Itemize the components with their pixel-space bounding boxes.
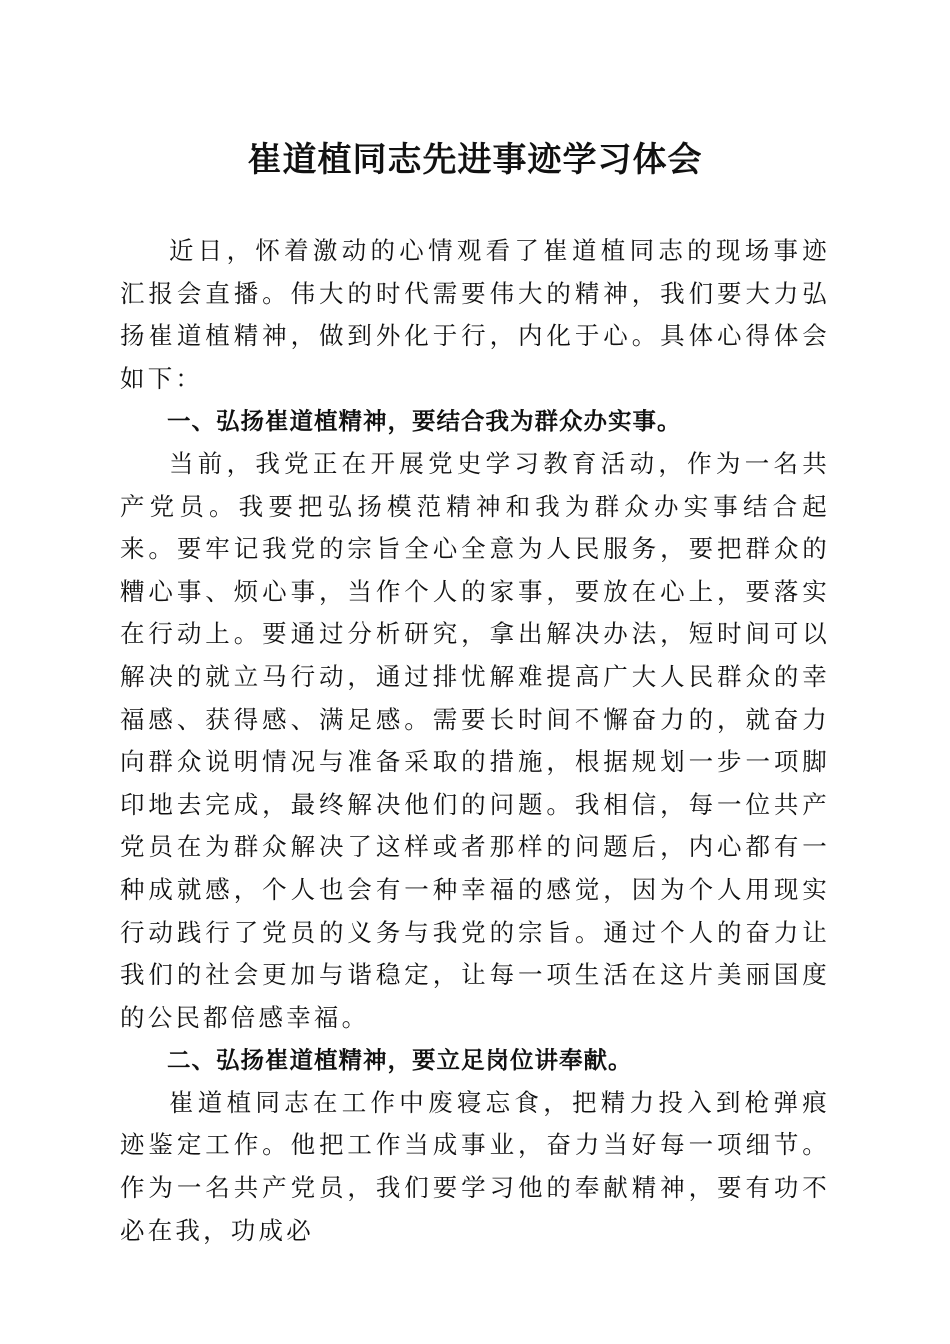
section-2-paragraph: 崔道植同志在工作中废寝忘食，把精力投入到枪弹痕迹鉴定工作。他把工作当成事业，奋力当好每一项细节。作为一名共产党员，我们要学习他的奉献精神，要有功不必在我，功成必 (120, 1087, 830, 1245)
document-title: 崔道植同志先进事迹学习体会 (247, 140, 703, 180)
section-1-heading: 一、弘扬崔道植精神，要结合我为群众办实事。 (167, 407, 682, 436)
section-1-paragraph: 当前，我党正在开展党史学习教育活动，作为一名共产党员。我要把弘扬模范精神和我为群众办实事结合起来。要牢记我党的宗旨全心全意为人民服务，要把群众的糟心事、烦心事，当作个人的家事，要放在心上，要落实在行动上。要通过分析研究，拿出解决办法，短时间可以解决的就立马行动，通过排忧解难提高广大人民群众的幸福感、获得感、满足感。需要长时间不懈奋力的，就奋力向群众说明情况与准备采取的措施，根据规划一步一项脚印地去完成，最终解决他们的问题。我相信，每一位共产党员在为群众解决了这样或者那样的问题后，内心都有一种成就感，个人也会有一种幸福的感觉，因为个人用现实行动践行了党员的义务与我党的宗旨。通过个人的奋力让我们的社会更加与谐稳定，让每一项生活在这片美丽国度的公民都倍感幸福。 (120, 448, 830, 1032)
intro-paragraph: 近日，怀着激动的心情观看了崔道植同志的现场事迹汇报会直播。伟大的时代需要伟大的精神，我们要大力弘扬崔道植精神，做到外化于行，内化于心。具体心得体会如下： (120, 236, 830, 393)
section-2-heading: 二、弘扬崔道植精神，要立足岗位讲奉献。 (167, 1046, 633, 1075)
document-body (120, 230, 830, 1252)
